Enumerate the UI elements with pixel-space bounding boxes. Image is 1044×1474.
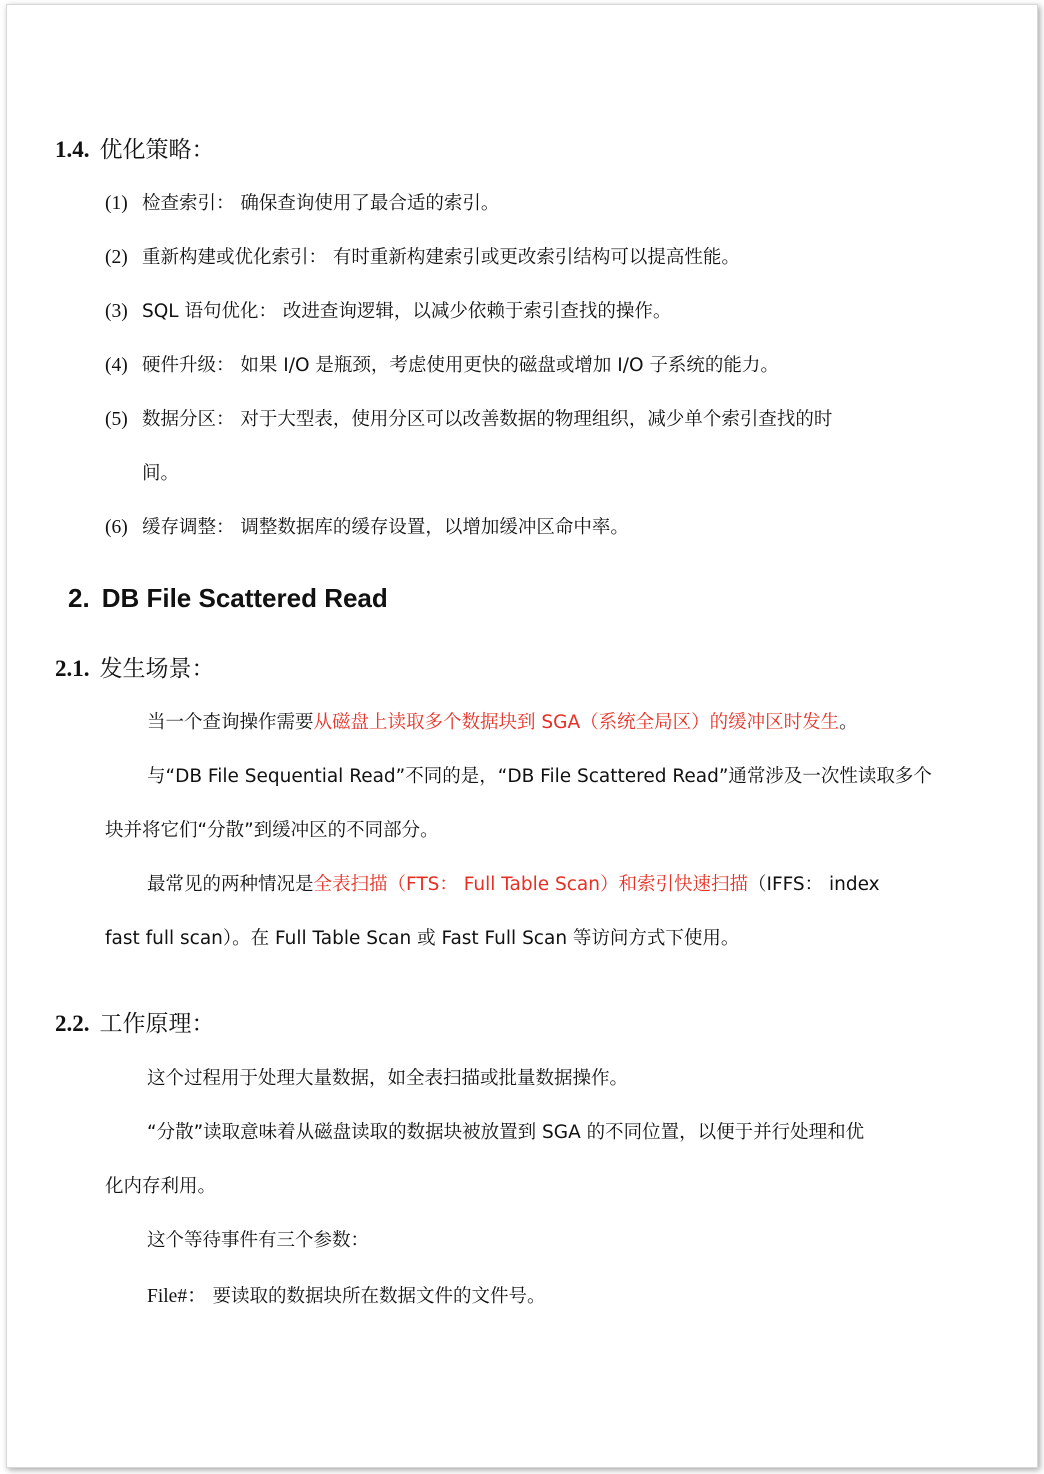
section-1-4-heading (55, 131, 215, 164)
strategy-item-4: (4) 硬件升级： 如果 I/O 是瓶颈，考虑使用更快的磁盘或增加 I/O 子系统的能力。 (105, 355, 779, 376)
scenario-paragraph-3-line-2: fast full scan）。在 Full Table Scan 或 Fast Full Scan 等访问方式下使用。 (105, 928, 740, 949)
strategy-item-5-continuation: 间。 (142, 463, 180, 484)
principle-paragraph-1: 这个过程用于处理大量数据，如全表扫描或批量数据操作。 (147, 1068, 629, 1089)
scenario-paragraph-3-line-1: 最常见的两种情况是全表扫描（FTS： Full Table Scan）和索引快速扫描（IFFS： index (147, 874, 880, 895)
parameter-label: File#： (147, 1286, 207, 1307)
principle-paragraph-2-line-1: “分散”读取意味着从磁盘读取的数据块被放置到 SGA 的不同位置，以便于并行处理和优 (147, 1122, 865, 1143)
principle-paragraph-2-line-2: 化内存利用。 (105, 1176, 217, 1197)
section-title: 工作原理： (99, 1011, 215, 1037)
section-number: 2.2. (55, 1011, 90, 1036)
section-number: 2. (68, 583, 90, 613)
strategy-item-3: (3) SQL 语句优化： 改进查询逻辑，以减少依赖于索引查找的操作。 (105, 301, 672, 322)
scenario-paragraph-1: 当一个查询操作需要从磁盘上读取多个数据块到 SGA（系统全局区）的缓冲区时发生。 (147, 712, 858, 733)
section-title: 发生场景： (99, 656, 215, 682)
principle-paragraph-3: 这个等待事件有三个参数： (147, 1230, 370, 1251)
section-title: DB File Scattered Read (101, 583, 388, 613)
section-title: 优化策略： (99, 137, 215, 163)
document-page (6, 4, 1038, 1468)
parameter-file-number (147, 1280, 546, 1308)
section-2-heading (68, 583, 388, 614)
section-number: 1.4. (55, 137, 90, 162)
strategy-item-1: (1) 检查索引： 确保查询使用了最合适的索引。 (105, 193, 500, 214)
scenario-paragraph-2-line-2: 块并将它们“分散”到缓冲区的不同部分。 (105, 820, 439, 841)
strategy-item-6: (6) 缓存调整： 调整数据库的缓存设置，以增加缓冲区命中率。 (105, 517, 629, 538)
highlighted-text: 从磁盘上读取多个数据块到 SGA（系统全局区）的缓冲区时发生 (313, 712, 840, 733)
section-number: 2.1. (55, 656, 90, 681)
strategy-item-2: (2) 重新构建或优化索引： 有时重新构建索引或更改索引结构可以提高性能。 (105, 247, 740, 268)
parameter-description: 要读取的数据块所在数据文件的文件号。 (212, 1286, 546, 1307)
highlighted-text: 全表扫描（FTS： Full Table Scan）和索引快速扫描 (313, 874, 748, 895)
scenario-paragraph-2-line-1: 与“DB File Sequential Read”不同的是，“DB File Scattered Read”通常涉及一次性读取多个 (147, 766, 932, 787)
section-2-2-heading (55, 1005, 215, 1038)
section-2-1-heading (55, 650, 215, 683)
strategy-item-5: (5) 数据分区： 对于大型表，使用分区可以改善数据的物理组织，减少单个索引查找的时 (105, 409, 833, 430)
